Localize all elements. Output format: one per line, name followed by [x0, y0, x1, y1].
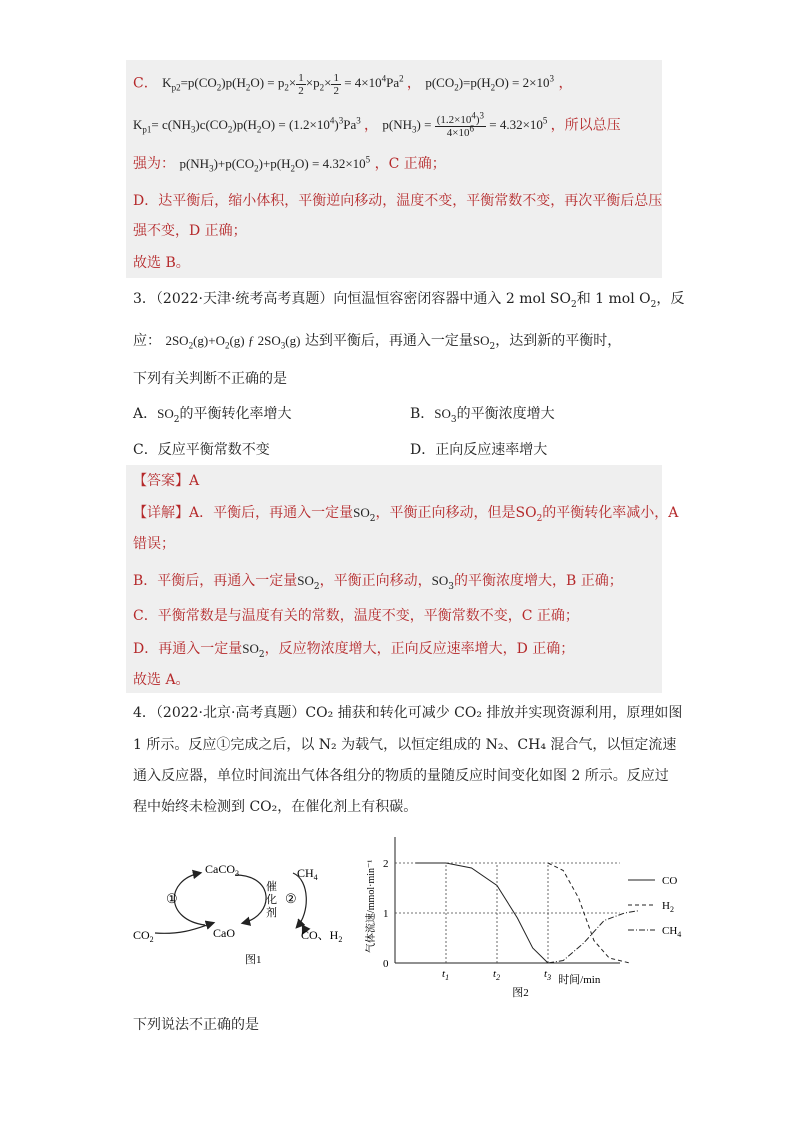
catalyst-char-2: 化 — [266, 894, 277, 906]
q4-line1: 4．（2022·北京·高考真题）CO₂ 捕获和转化可减少 CO₂ 排放并实现资源利用，原理如图 — [133, 705, 683, 721]
y-tick-label-1: 1 — [383, 908, 389, 920]
x-tick-label-t2: $t_2$ — [493, 968, 501, 982]
x-axis-label: 时间/min — [558, 974, 601, 986]
detail-a-line1: 【详解】A．平衡后，再通入一定量$SO_2$，平衡正向移动，但是$SO_2$的平衡转化率减小，A — [133, 505, 679, 524]
detail-a-line2: 错误； — [133, 536, 175, 552]
series-line-ch4 — [548, 911, 640, 964]
ch4-label: $CH_4$ — [297, 866, 318, 882]
x-tick-label-t3: $t_3$ — [544, 968, 552, 982]
figure-2-caption: 图2 — [512, 987, 529, 999]
figure-1-caption: 图1 — [245, 954, 262, 966]
q3-line1: 3．（2022·天津·统考高考真题）向恒温恒容密闭容器中通入 2 mol $SO_2$和 1 mol $O_2$，反 — [133, 291, 685, 310]
legend-label-co: CO — [662, 875, 678, 887]
cao-label: CaO — [213, 926, 235, 940]
detail-b: B．平衡后，再通入一定量$SO_2$，平衡正向移动，$SO_3$的平衡浓度增大，B 正确； — [133, 573, 623, 592]
q3-option-c: C．反应平衡常数不变 — [133, 442, 270, 458]
catalyst-char-3: 剂 — [266, 907, 277, 919]
q4-line3: 通入反应器，单位时间流出气体各组分的物质的量随反应时间变化如图 2 所示。反应过 — [133, 768, 669, 784]
q4-question-prompt: 下列说法不正确的是 — [133, 1017, 259, 1033]
conclusion-q3: 故选 A。 — [133, 672, 190, 688]
co2-label: $CO_2$ — [133, 928, 154, 944]
conclusion-prev: 故选 B。 — [133, 255, 190, 271]
option-c-line3: 强为： $p(NH_3)+p(CO_2)+p(H_2O) = 4.32\times 10^5$ ，C 正确； — [133, 154, 446, 174]
x-tick-label-t1: $t_1$ — [442, 968, 450, 982]
reaction-1-marker: ① — [166, 891, 178, 906]
catalyst-char-1: 催 — [266, 881, 277, 893]
q3-line3: 下列有关判断不正确的是 — [133, 371, 287, 387]
legend-label-h2: $H_2$ — [662, 900, 674, 914]
q4-line4: 程中始终未检测到 CO₂，在催化剂上有积碳。 — [133, 799, 418, 815]
figure-2-chart — [350, 825, 700, 1005]
option-c-line2: $K_{p1}= c(NH_3)c(CO_2)p(H_2O) = (1.2\times 10^4)^3Pa^3$ ， $p(NH_3)$ = $\frac{(1.2\times 10^4)^3}{4\times 10^6}$ = $4.32\times 10^5$ ，所以总压 — [133, 110, 621, 139]
q3-option-d: D．正向反应速率增大 — [410, 442, 548, 458]
y-axis-label: 气体流速/mmol·min⁻¹ — [366, 859, 377, 953]
option-d-line1: D．达平衡后，缩小体积，平衡逆向移动，温度不变，平衡常数不变，再次平衡后总压 — [133, 193, 663, 209]
detail-d: D．再通入一定量$SO_2$，反应物浓度增大，正向反应速率增大，D 正确； — [133, 641, 575, 660]
detail-c: C．平衡常数是与温度有关的常数，温度不变，平衡常数不变，C 正确； — [133, 608, 579, 624]
q3-option-b: B．$SO_3$的平衡浓度增大 — [410, 406, 555, 425]
answer-line: 【答案】A — [133, 473, 200, 489]
y-tick-label-0: 0 — [383, 958, 389, 970]
caco3-label: CaCO$_3$ — [205, 862, 239, 878]
y-tick-label-2: 2 — [383, 858, 389, 870]
q3-line2: 应： $2SO_2(g)+O_2(g)$ ƒ $2SO_3(g)$ 达到平衡后，再通入一定量$SO_2$，达到新的平衡时， — [133, 333, 622, 352]
option-c-line1: C． $K_{p2}=p(CO_2)p(H_2O) = p_2\times$ $\frac{1}{2}$ $\times p_2\times$ $\frac{1}{2}$ = $4\times 10^4Pa^2$ ， $p(CO_2)=p(H_2O) = 2\times 10^3$ ， — [133, 72, 573, 97]
q4-line2: 1 所示。反应①完成之后，以 N₂ 为载气，以恒定组成的 N₂、CH₄ 混合气，以恒定流速 — [133, 737, 677, 753]
reaction-2-marker: ② — [285, 891, 297, 906]
option-d-line2: 强不变，D 正确； — [133, 223, 247, 239]
q3-option-a: A．$SO_2$的平衡转化率增大 — [133, 406, 292, 425]
products-label: CO、$H_2$ — [301, 928, 343, 944]
legend-label-ch4: $CH_4$ — [662, 925, 682, 939]
figure-1-diagram — [125, 845, 360, 970]
